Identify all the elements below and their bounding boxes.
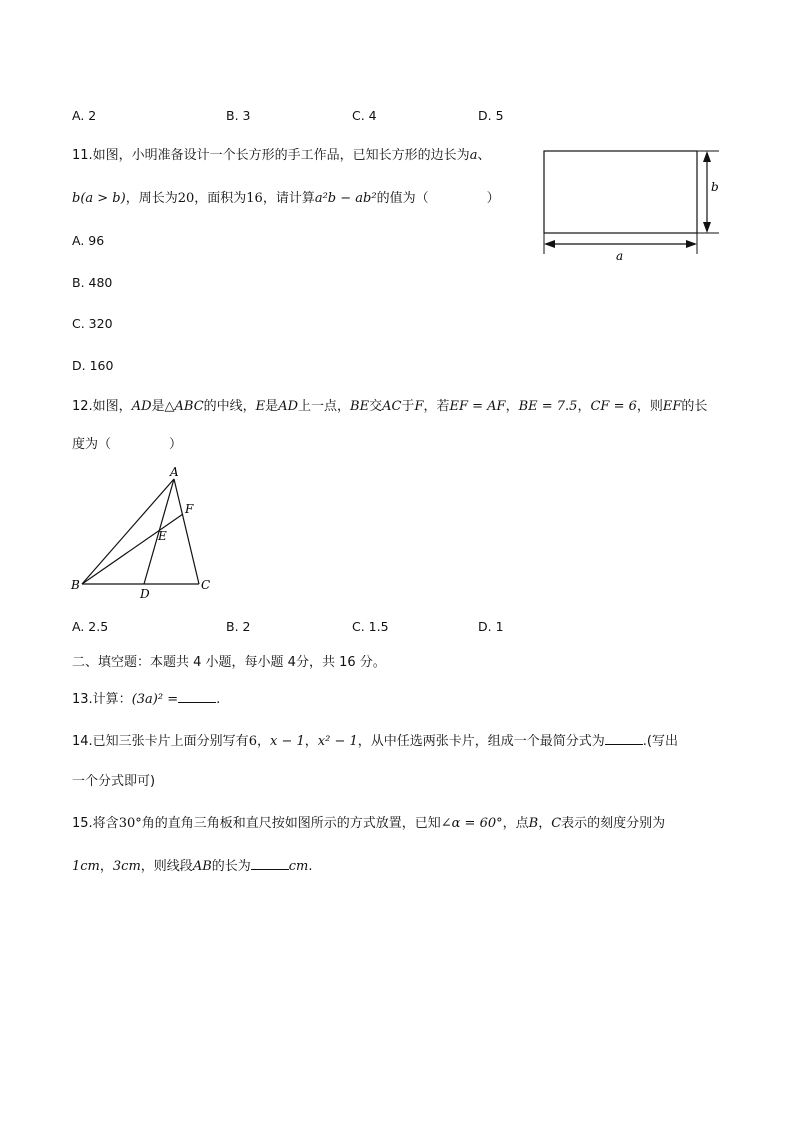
q14-line1: 14.已知三张卡片上面分别写有6，x − 1，x² − 1，从中任选两张卡片，组成一个最简分式为 .(写出	[72, 734, 678, 749]
vertex-a-label: A	[170, 465, 179, 479]
q15-line2: 1cm，3cm，则线段AB的长为 cm.	[72, 859, 313, 874]
q11-line1: 11.如图，小明准备设计一个长方形的手工作品，已知长方形的边长为a、	[72, 148, 491, 163]
answer-blank[interactable]	[605, 732, 643, 745]
q14-line2: 一个分式即可)	[72, 774, 156, 789]
q13: 13.计算：(3a)² = .	[72, 692, 221, 707]
q11-option-c: C. 320	[72, 316, 113, 331]
q12-option-c: C. 1.5	[352, 619, 389, 634]
option-d: D. 5	[478, 108, 504, 123]
label-a: a	[616, 249, 624, 263]
point-f-label: F	[185, 502, 194, 516]
point-d-label: D	[140, 587, 150, 601]
point-e-label: E	[158, 529, 167, 543]
q12-option-a: A. 2.5	[72, 619, 109, 634]
q11-line2: b(a > b)，周长为20，面积为16，请计算a²b − ab²的值为（ ）	[72, 191, 500, 206]
q12-option-b: B. 2	[226, 619, 251, 634]
option-a: A. 2	[72, 108, 97, 123]
q12-option-d: D. 1	[478, 619, 504, 634]
q12-line2: 度为（ ）	[72, 437, 183, 452]
answer-blank[interactable]	[178, 690, 216, 703]
q11-option-d: D. 160	[72, 358, 114, 373]
rectangle-figure	[535, 140, 725, 268]
q11-option-b: B. 480	[72, 275, 113, 290]
option-c: C. 4	[352, 108, 377, 123]
label-b: b	[711, 180, 719, 194]
q12-line1: 12.如图，AD是△ABC的中线，E是AD上一点，BE交AC于F，若EF = AF，BE = 7.5，CF = 6，则EF的长	[72, 399, 708, 414]
vertex-c-label: C	[201, 578, 211, 592]
answer-blank[interactable]	[251, 857, 289, 870]
option-b: B. 3	[226, 108, 251, 123]
vertex-b-label: B	[71, 578, 80, 592]
q11-option-a: A. 96	[72, 233, 105, 248]
triangle-figure	[66, 462, 226, 602]
q15-line1: 15.将含30°角的直角三角板和直尺按如图所示的方式放置，已知∠α = 60°，点B，C表示的刻度分别为	[72, 816, 666, 831]
section-heading: 二、填空题：本题共 4 小题，每小题 4分，共 16 分。	[72, 655, 386, 670]
